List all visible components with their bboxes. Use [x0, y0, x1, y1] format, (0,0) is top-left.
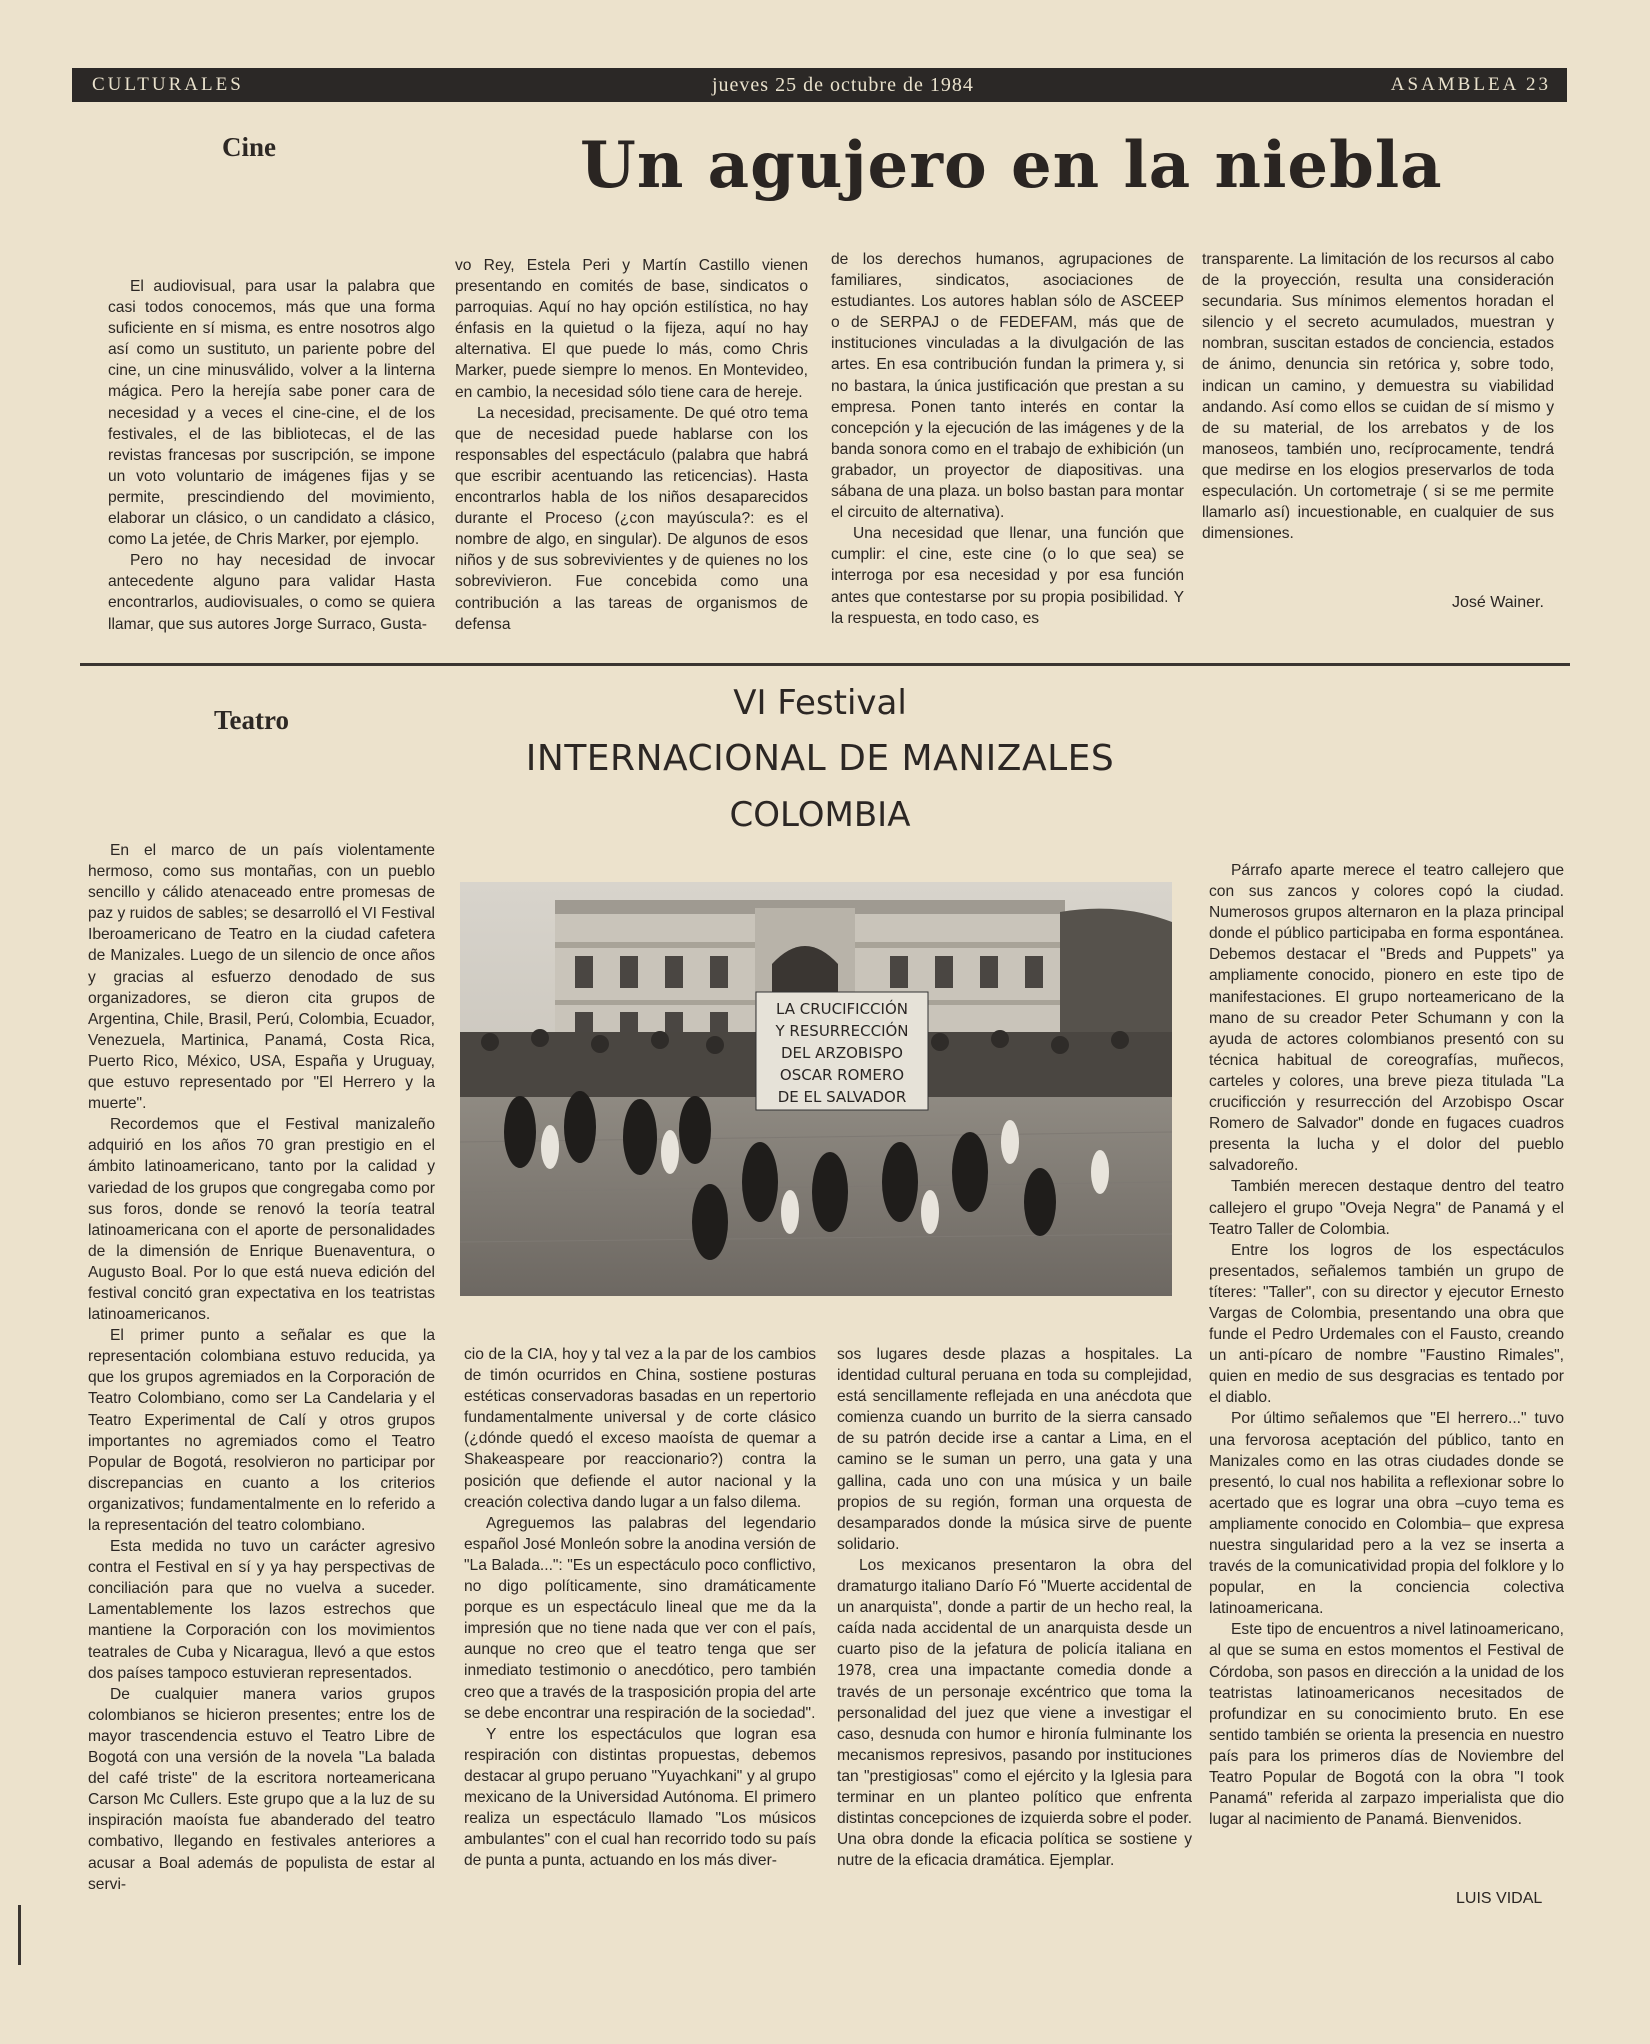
paragraph: Entre los logros de los espectáculos presentados, señalemos también un grupo de títeres: "Taller", con su director y ejecutor Ernesto Vargas de Colombia, presentando una obra que funde el Pedro Urdemales con el Fausto, creando un anti-pícaro de nombre "Faustino Rimales", quien en medio de sus desgracias es tentado por el diablo.	[1209, 1241, 1564, 1407]
cine-column-3	[831, 249, 1184, 642]
paragraph: Pero no hay necesidad de invocar antecedente alguno para validar Hasta encontrarlos, audiovisuales, o como se quiera llamar, que sus autores Jorge Surraco, Gusta-	[108, 552, 435, 633]
cine-headline: Un agujero en la niebla	[580, 128, 1443, 203]
paragraph: Los mexicanos presentaron la obra del dramaturgo italiano Darío Fó "Muerte accidental de un anarquista", donde a partir de un hecho real, la caída nada accidental de un anarquista desde un cuarto piso de la jefatura de policía italiana en 1978, crea una impactante comedia donde a través de un personaje excéntrico que toma la personalidad del juez que viene a investigar el caso, desnuda con humor e hironía fulminante los mecanismos represivos, pasando por instituciones tan "prestigiosas" como el ejército y la Iglesia para terminar en un planteo político que enfrenta distintas concepciones de izquierda sobre el poder. Una obra donde la eficacia política se sostiene y nutre de la eficacia dramática. Ejemplar.	[837, 1556, 1192, 1870]
paragraph: La necesidad, precisamente. De qué otro tema que de necesidad puede hablarse con los responsables del espectáculo (palabra que habrá que escribir acentuando las reticencias). Hasta encontrarlos habla de los niños desaparecidos durante el Proceso (¿con mayúscula?: es el nombre de algo, en singular). De algunos de esos niños y de sus sobrevivientes y de quienes no los sobrevivieron. Fue concebida como una contribución a las tareas de organismos de defensa	[455, 404, 808, 633]
festival-photo	[460, 882, 1172, 1296]
paragraph: También merecen destaque dentro del teatro callejero el grupo "Oveja Negra" de Panamá y el Teatro Taller de Colombia.	[1209, 1178, 1564, 1238]
teatro-column-3	[837, 1344, 1192, 1930]
paragraph: transparente. La limitación de los recursos al cabo de la proyección, resulta una consideración secundaria. Sus mínimos elementos horadan el silencio y el secreto acumulados, muestran y nombran, suscitan estados de conciencia, estados de ánimo, denuncia sin retórica y, sobre todo, indican un camino, y demuestra su viabilidad andando. Así como ellos se cuidan de sí mismo y de su material, de los arrebatos y de los manoseos, también uno, recíprocamente, tendrá que medirse en los elogios preservarlos de toda especulación. Un cortometraje ( si se me permite llamarlo así) incuestionable, en cualquier de sus dimensiones.	[1202, 251, 1554, 543]
banner-line: Y RESURRECCIÓN	[775, 1022, 909, 1040]
paragraph: cio de la CIA, hoy y tal vez a la par de los cambios de timón ocurridos en China, sostiene posturas estéticas conservadoras basadas en un repertorio fundamentalmente universal y de corte clásico (¿dónde quedó el exceso maoísta de quemar a Shakeaspeare por reaccionario?) contra la posición que defiende el autor nacional y la creación colectiva dando lugar a un falso dilema.	[464, 1346, 816, 1511]
banner-line: OSCAR ROMERO	[779, 1066, 905, 1084]
teatro-column-2	[464, 1344, 816, 1930]
cine-signature: José Wainer.	[1452, 594, 1544, 611]
paragraph: El primer punto a señalar es que la representación colombiana estuvo reducida, ya que los grupos agremiados en la Corporación de Teatro Colombiano, como ser La Candelaria y el Teatro Experimental de Calí y otros grupos importantes no agremiados como el Teatro Popular de Bogotá, resolvieron no participar por discrepancias en cuanto a los criterios organizativos; fundamentalmente en lo referido a la representación del teatro colombiano.	[88, 1327, 435, 1534]
paragraph: sos lugares desde plazas a hospitales. La identidad cultural peruana en toda su complejidad, está sencillamente reflejada en una anécdota que comienza cuando un burrito de la sierra cansado de su patrón decide irse a cantar a Lima, en el camino se le suman un perro, una gata y una gallina, cada uno con una música y un baile propios de su región, forman una orquesta de desamparados donde la música sirve de puente solidario.	[837, 1346, 1192, 1553]
cine-column-2	[455, 255, 808, 642]
banner-line: LA CRUCIFICCIÓN	[776, 1000, 908, 1018]
paragraph: De cualquier manera varios grupos colombianos se hicieron presentes; entre los de mayor trascendencia estuvo el Teatro Libre de Bogotá con una versión de la novela "La balada del café triste" de la escritora norteamericana Carson Mc Cullers. Este grupo que a la luz de su inspiración maoísta fue abanderado del teatro combativo, llegando en festivales anteriores a acusar a Boal además de populista de estar al servi-	[88, 1685, 435, 1893]
festival-title-line-1: VI Festival	[733, 683, 907, 723]
masthead	[72, 68, 1567, 102]
paragraph: Esta medida no tuvo un carácter agresivo contra el Festival en sí y ya hay perspectivas de conciliación para que no vuelva a suceder. Lamentablemente los lazos estrechos que mantiene la Corporación con los movimientos teatrales de Cuba y Nicaragua, llevó a que estos dos países tampoco estuvieran representados.	[88, 1538, 435, 1682]
paragraph: de los derechos humanos, agrupaciones de familiares, sindicatos, asociaciones de estudiantes. Los autores hablan sólo de ASCEEP o de SERPAJ o de FEDEFAM, más que de instituciones vinculadas a la divulgación de las artes. En esa contribución fundan la primera y, si no bastara, la única justificación que prestan a su empresa. Ponen tanto interés en contar la concepción y la ejecución de las imágenes y de la banda sonora como en el trabajo de exhibición (un grabador, un proyector de diapositivas. una sábana de una plaza. un bolso bastan para montar el circuito de alternativa).	[831, 251, 1184, 522]
margin-mark	[18, 1905, 21, 1965]
festival-title-line-3: COLOMBIA	[729, 795, 911, 835]
teatro-column-1	[88, 840, 435, 1930]
teatro-kicker: Teatro	[214, 705, 290, 735]
paragraph: vo Rey, Estela Peri y Martín Castillo vienen presentando en comités de base, sindicatos o parroquias. Aquí no hay opción estilística, no hay énfasis en la quietud o la fijeza, aquí no hay alternativa. El que puede lo más, como Chris Marker, puede siempre lo menos. En Montevideo, en cambio, la necesidad sólo tiene cara de hereje.	[455, 257, 808, 401]
paragraph: Párrafo aparte merece el teatro callejero que con sus zancos y colores copó la ciudad. Numerosos grupos alternaron en la plaza principal donde el público participaba en forma espontánea. Debemos destacar el "Breds and Puppets" ya ampliamente conocido, pionero en este tipo de manifestaciones. El grupo norteamericano de la mano de su creador Peter Schumann y con la ayuda de actores colombianos presentó con su técnica habitual de coreografías, muñecos, carteles y colores, una breve pieza titulada "La crucificción y resurrección del Arzobispo Oscar Romero de Salvador" donde en fugaces cuadros presenta la lucha y el dolor del pueblo salvadoreño.	[1209, 862, 1564, 1175]
paragraph: En el marco de un país violentamente hermoso, como sus montañas, con un pueblo sencillo y cálido atenaceado entre promesas de paz y ruidos de sables; se desarrolló el VI Festival Iberoamericano de Teatro en la ciudad cafetera de Manizales. Luego de un silencio de once años y gracias al esfuerzo denodado de sus organizadores, se dieron cita grupos de Argentina, Chile, Brasil, Perú, Colombia, Ecuador, Venezuela, Martinica, Panamá, Costa Rica, Puerto Rico, México, USA, España y Uruguay, que estuvo representado por "El Herrero y la muerte".	[88, 842, 435, 1113]
paragraph: Agreguemos las palabras del legendario español José Monleón sobre la anodina versión de "La Balada...": "Es un espectáculo poco conflictivo, no digo políticamente, sino dramáticamente porque es un espectáculo lineal que me da la impresión que no tiene nada que ver con el país, aunque no creo que el teatro tenga que ser inmediato testimonio o anecdótico, pero también creo que a través de la trasposición propia del arte se debe encontrar una respiración de la sociedad".	[464, 1514, 816, 1722]
paragraph: Este tipo de encuentros a nivel latinoamericano, al que se suma en estos momentos el Festival de Córdoba, son pasos en dirección a la unidad de los teatristas latinoamericanos necesitados de profundizar en su conocimiento bruto. En ese sentido también se orienta la presencia en nuestro país para los primeros días de Noviembre del Teatro Popular de Bogotá con la obra "I took Panamá" referida al zarpazo imperialista que dio lugar al nacimiento de Panamá. Bienvenidos.	[1209, 1621, 1564, 1829]
banner-line: DEL ARZOBISPO	[780, 1044, 904, 1062]
section-divider	[80, 663, 1570, 666]
issue-date: jueves 25 de octubre de 1984	[712, 74, 974, 96]
teatro-column-4	[1209, 860, 1564, 1880]
page-label: ASAMBLEA 23	[1390, 74, 1551, 95]
paragraph: El audiovisual, para usar la palabra que casi todos conocemos, más que una forma suficiente en sí misma, es entre nosotros algo así como un sustituto, un pariente pobre del cine, un cine minusválido, volver a la linterna mágica. Pero la herejía sabe poner cara de necesidad y a veces el cine-cine, el de los festivales, el de las bibliotecas, el de las revistas francesas por suscripción, se impone un voto voluntario de imágenes fijas y se permite, prescindiendo del movimiento, elaborar un clásico, o un candidato a clásico, como La jetée, de Chris Marker, por ejemplo.	[108, 278, 435, 549]
paragraph: Recordemos que el Festival manizaleño adquirió en los años 70 gran prestigio en el ámbito latinoamericano, tanto por la calidad y variedad de los grupos que congregaba como por sus foros, donde se renovó la teoría teatral latinoamericana con el aporte de personalidades de la dimensión de Enrique Buenaventura, o Augusto Boal. Por lo que está nueva edición del festival concitó gran expectativa en los teatristas latinoamericanos.	[88, 1116, 435, 1324]
section-name: CULTURALES	[92, 74, 244, 95]
paragraph: Una necesidad que llenar, una función que cumplir: el cine, este cine (o lo que sea) se interroga por esa necesidad y por esa función antes que contestarse por su propia posibilidad. Y la respuesta, en todo caso, es	[831, 525, 1184, 627]
cine-column-1	[108, 276, 435, 642]
paragraph: Por último señalemos que "El herrero..." tuvo una fervorosa aceptación del público, tanto en Manizales como en las otras ciudades donde se presentó, lo cual nos habilita a reflexionar sobre lo acertado que es lograr una obra –cuyo tema es ampliamente conocido en Colombia– que expresa nuestra singularidad pero a la vez se inserta a través de la comunicatividad propia del folklore y lo popular, en la conciencia colectiva latinoamericana.	[1209, 1410, 1564, 1618]
banner-line: DE EL SALVADOR	[777, 1088, 907, 1106]
cine-column-4	[1202, 249, 1554, 589]
cine-kicker: Cine	[222, 132, 276, 162]
festival-title-line-2: INTERNACIONAL DE MANIZALES	[525, 738, 1115, 779]
teatro-signature: LUIS VIDAL	[1456, 1890, 1543, 1907]
paragraph: Y entre los espectáculos que logran esa respiración con distintas propuestas, debemos destacar al grupo peruano "Yuyachkani" y al grupo mexicano de la Universidad Autónoma. El primero realiza un espectáculo llamado "Los músicos ambulantes" con el cual han recorrido todo su país de punta a punta, actuando en los más diver-	[464, 1725, 816, 1870]
